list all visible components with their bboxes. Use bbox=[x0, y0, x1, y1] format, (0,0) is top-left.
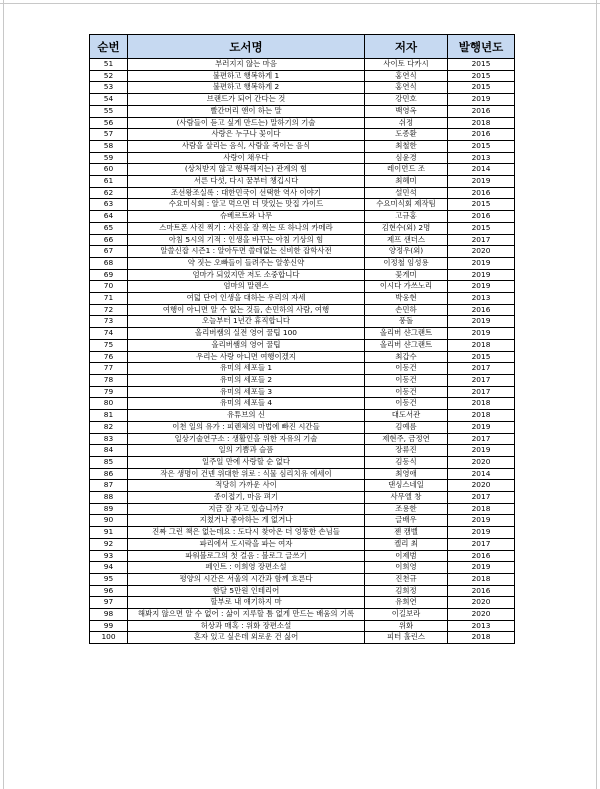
table-row bbox=[90, 585, 515, 597]
cell-number: 53 bbox=[90, 82, 128, 94]
cell-author: 진천규 bbox=[365, 573, 448, 585]
cell-number: 51 bbox=[90, 59, 128, 71]
table-row bbox=[90, 527, 515, 539]
cell-author: 최영애 bbox=[365, 468, 448, 480]
table-row bbox=[90, 538, 515, 550]
cell-author: 강민호 bbox=[365, 94, 448, 106]
cell-title: 서른 다섯, 다시 꿈부터 챙깁시다 bbox=[128, 176, 365, 188]
table-row bbox=[90, 562, 515, 574]
cell-author: 홍연식 bbox=[365, 82, 448, 94]
cell-year: 2015 bbox=[448, 70, 515, 82]
cell-year: 2020 bbox=[448, 480, 515, 492]
cell-author: 양정우(외) bbox=[365, 246, 448, 258]
cell-title: 불편하고 행복하게 2 bbox=[128, 82, 365, 94]
cell-year: 2017 bbox=[448, 386, 515, 398]
table-row bbox=[90, 503, 515, 515]
cell-year: 2015 bbox=[448, 140, 515, 152]
cell-year: 2020 bbox=[448, 597, 515, 609]
cell-number: 76 bbox=[90, 351, 128, 363]
cell-author: 이동건 bbox=[365, 374, 448, 386]
table-row bbox=[90, 456, 515, 468]
cell-title: 지쳤거나 좋아하는 게 없거나 bbox=[128, 515, 365, 527]
cell-author: 댄싱스네일 bbox=[365, 480, 448, 492]
cell-year: 2018 bbox=[448, 573, 515, 585]
cell-author: 손민하 bbox=[365, 304, 448, 316]
cell-author: 이정철 임성용 bbox=[365, 257, 448, 269]
cell-title: 작은 생명이 건넨 위대한 위로 : 식물 심리치유 에세이 bbox=[128, 468, 365, 480]
cell-number: 70 bbox=[90, 281, 128, 293]
page-border-left bbox=[3, 0, 4, 789]
cell-number: 71 bbox=[90, 293, 128, 305]
cell-title: 아침 5시의 기적 : 인생을 바꾸는 아침 기상의 힘 bbox=[128, 234, 365, 246]
table-row bbox=[90, 609, 515, 621]
cell-title: 여행이 아니면 알 수 없는 것들, 손민하의 사람, 여행 bbox=[128, 304, 365, 316]
cell-author: 풍돌 bbox=[365, 316, 448, 328]
cell-title: 부러지지 않는 마음 bbox=[128, 59, 365, 71]
cell-author: 최혜미 bbox=[365, 176, 448, 188]
table-row bbox=[90, 105, 515, 117]
table-row bbox=[90, 363, 515, 375]
cell-title: 해봐지 않으면 알 수 없어 : 삶이 지루할 틈 없게 만드는 배움의 기록 bbox=[128, 609, 365, 621]
cell-title: 유미의 세포들 4 bbox=[128, 398, 365, 410]
cell-title: 이천 일의 유가 : 피렌체의 마법에 빠진 시간들 bbox=[128, 421, 365, 433]
cell-title: 조선왕조실록 : 대한민국이 선택한 역사 이야기 bbox=[128, 187, 365, 199]
cell-author: 고규홍 bbox=[365, 211, 448, 223]
cell-author: 장류진 bbox=[365, 445, 448, 457]
cell-author: 피터 홀린스 bbox=[365, 632, 448, 644]
table-row bbox=[90, 433, 515, 445]
cell-year: 2019 bbox=[448, 281, 515, 293]
table-row bbox=[90, 222, 515, 234]
cell-year: 2014 bbox=[448, 164, 515, 176]
table-row bbox=[90, 164, 515, 176]
cell-number: 97 bbox=[90, 597, 128, 609]
table-row bbox=[90, 468, 515, 480]
cell-author: 이동건 bbox=[365, 398, 448, 410]
cell-number: 85 bbox=[90, 456, 128, 468]
table-row bbox=[90, 234, 515, 246]
table-row bbox=[90, 293, 515, 305]
cell-number: 98 bbox=[90, 609, 128, 621]
cell-number: 99 bbox=[90, 620, 128, 632]
cell-number: 65 bbox=[90, 222, 128, 234]
cell-author: 김예름 bbox=[365, 421, 448, 433]
cell-title: 일주일 만에 사랑할 순 없다 bbox=[128, 456, 365, 468]
cell-year: 2017 bbox=[448, 538, 515, 550]
cell-author: 글배우 bbox=[365, 515, 448, 527]
table-row bbox=[90, 445, 515, 457]
cell-year: 2017 bbox=[448, 363, 515, 375]
cell-year: 2018 bbox=[448, 410, 515, 422]
header-year: 발행년도 bbox=[448, 35, 515, 59]
table-row bbox=[90, 550, 515, 562]
header-number: 순번 bbox=[90, 35, 128, 59]
cell-year: 2019 bbox=[448, 94, 515, 106]
table-row bbox=[90, 82, 515, 94]
cell-author: 레이먼드 조 bbox=[365, 164, 448, 176]
cell-year: 2013 bbox=[448, 152, 515, 164]
table-row bbox=[90, 386, 515, 398]
cell-year: 2015 bbox=[448, 59, 515, 71]
cell-title: 평양의 시간은 서울의 시간과 함께 흐른다 bbox=[128, 573, 365, 585]
cell-author: 도종환 bbox=[365, 129, 448, 141]
cell-author: 제프 샌더스 bbox=[365, 234, 448, 246]
table-row bbox=[90, 398, 515, 410]
cell-number: 83 bbox=[90, 433, 128, 445]
cell-title: 오늘부터 1년간 휴직합니다 bbox=[128, 316, 365, 328]
cell-title: 사람을 살리는 음식, 사람을 죽이는 음식 bbox=[128, 140, 365, 152]
table-row bbox=[90, 351, 515, 363]
cell-title: 사랑은 누구나 꽃이다 bbox=[128, 129, 365, 141]
cell-author: 이동건 bbox=[365, 386, 448, 398]
cell-author: 박웅현 bbox=[365, 293, 448, 305]
cell-number: 81 bbox=[90, 410, 128, 422]
cell-number: 96 bbox=[90, 585, 128, 597]
cell-author: 제현주, 금정연 bbox=[365, 433, 448, 445]
cell-number: 77 bbox=[90, 363, 128, 375]
cell-year: 2018 bbox=[448, 632, 515, 644]
header-author: 저자 bbox=[365, 35, 448, 59]
cell-year: 2016 bbox=[448, 585, 515, 597]
table-row bbox=[90, 152, 515, 164]
cell-author: 사이토 다카시 bbox=[365, 59, 448, 71]
cell-number: 66 bbox=[90, 234, 128, 246]
page-border-top bbox=[0, 3, 600, 4]
cell-number: 54 bbox=[90, 94, 128, 106]
table-row bbox=[90, 199, 515, 211]
cell-author: 김희정 bbox=[365, 585, 448, 597]
cell-number: 93 bbox=[90, 550, 128, 562]
cell-title: 할부로 내 얘기하지 마 bbox=[128, 597, 365, 609]
cell-author: 백영옥 bbox=[365, 105, 448, 117]
cell-year: 2015 bbox=[448, 199, 515, 211]
cell-author: 올리버 샨그랜트 bbox=[365, 328, 448, 340]
cell-number: 90 bbox=[90, 515, 128, 527]
table-row bbox=[90, 492, 515, 504]
cell-title: 허상과 매혹 : 위화 장편소설 bbox=[128, 620, 365, 632]
cell-title: 파워블로그의 첫 걸음 : 블로그 글쓰기 bbox=[128, 550, 365, 562]
cell-number: 55 bbox=[90, 105, 128, 117]
book-list-table bbox=[89, 34, 515, 644]
cell-number: 52 bbox=[90, 70, 128, 82]
table-row bbox=[90, 632, 515, 644]
cell-title: 올리버쌤의 영어 꿀팁 bbox=[128, 339, 365, 351]
cell-title: (사람들이 듣고 싶게 만드는) 말하기의 기술 bbox=[128, 117, 365, 129]
cell-number: 64 bbox=[90, 211, 128, 223]
cell-title: 불편하고 행복하게 1 bbox=[128, 70, 365, 82]
cell-year: 2019 bbox=[448, 445, 515, 457]
cell-number: 79 bbox=[90, 386, 128, 398]
table-row bbox=[90, 129, 515, 141]
cell-number: 100 bbox=[90, 632, 128, 644]
cell-number: 78 bbox=[90, 374, 128, 386]
table-row bbox=[90, 304, 515, 316]
cell-title: 사랑이 채우다 bbox=[128, 152, 365, 164]
table-row bbox=[90, 573, 515, 585]
cell-title: 일의 기쁨과 슬픔 bbox=[128, 445, 365, 457]
cell-number: 63 bbox=[90, 199, 128, 211]
cell-author: 이동건 bbox=[365, 363, 448, 375]
cell-number: 61 bbox=[90, 176, 128, 188]
cell-author: 조용한 bbox=[365, 503, 448, 515]
cell-number: 62 bbox=[90, 187, 128, 199]
cell-author: 이시다 가쓰노리 bbox=[365, 281, 448, 293]
cell-title: 슈베르트와 나무 bbox=[128, 211, 365, 223]
cell-number: 56 bbox=[90, 117, 128, 129]
cell-year: 2019 bbox=[448, 515, 515, 527]
cell-title: 수요미식회 : 알고 먹으면 더 맛있는 맛집 가이드 bbox=[128, 199, 365, 211]
cell-year: 2019 bbox=[448, 328, 515, 340]
cell-title: 진짜 그런 책은 없는데요 : 도다시 찾아온 더 엉뚱한 손님들 bbox=[128, 527, 365, 539]
table-row bbox=[90, 140, 515, 152]
table-row bbox=[90, 246, 515, 258]
cell-title: 엄마의 말렌스 bbox=[128, 281, 365, 293]
cell-title: 유미의 세포들 3 bbox=[128, 386, 365, 398]
cell-author: 이길보라 bbox=[365, 609, 448, 621]
cell-author: 최철한 bbox=[365, 140, 448, 152]
cell-year: 2019 bbox=[448, 316, 515, 328]
cell-author: 유희연 bbox=[365, 597, 448, 609]
cell-title: (상처받지 않고 행복해지는) 관계의 힘 bbox=[128, 164, 365, 176]
cell-title: 일상기술연구소 : 생활인을 위한 자유의 기술 bbox=[128, 433, 365, 445]
cell-year: 2020 bbox=[448, 609, 515, 621]
table-row bbox=[90, 269, 515, 281]
cell-number: 91 bbox=[90, 527, 128, 539]
cell-year: 2013 bbox=[448, 620, 515, 632]
cell-year: 2017 bbox=[448, 492, 515, 504]
cell-title: 유미의 세포들 1 bbox=[128, 363, 365, 375]
cell-year: 2019 bbox=[448, 421, 515, 433]
table-row bbox=[90, 515, 515, 527]
cell-number: 95 bbox=[90, 573, 128, 585]
cell-number: 74 bbox=[90, 328, 128, 340]
cell-year: 2019 bbox=[448, 562, 515, 574]
table-row bbox=[90, 187, 515, 199]
cell-year: 2018 bbox=[448, 398, 515, 410]
cell-author: 설민석 bbox=[365, 187, 448, 199]
cell-title: 유튜브의 신 bbox=[128, 410, 365, 422]
cell-year: 2019 bbox=[448, 176, 515, 188]
cell-number: 73 bbox=[90, 316, 128, 328]
cell-number: 86 bbox=[90, 468, 128, 480]
cell-year: 2018 bbox=[448, 117, 515, 129]
cell-author: 젠 캠벨 bbox=[365, 527, 448, 539]
table-row bbox=[90, 176, 515, 188]
cell-title: 종이접기, 마음 펴기 bbox=[128, 492, 365, 504]
cell-number: 80 bbox=[90, 398, 128, 410]
cell-year: 2018 bbox=[448, 339, 515, 351]
table-row bbox=[90, 59, 515, 71]
cell-number: 68 bbox=[90, 257, 128, 269]
cell-number: 82 bbox=[90, 421, 128, 433]
cell-year: 2016 bbox=[448, 550, 515, 562]
cell-title: 혼자 있고 싶은데 외로운 건 싫어 bbox=[128, 632, 365, 644]
cell-title: 한달 5만원 인테리어 bbox=[128, 585, 365, 597]
cell-number: 58 bbox=[90, 140, 128, 152]
cell-title: 여덟 단어 인생을 대하는 우리의 자세 bbox=[128, 293, 365, 305]
cell-title: 엄마가 되었지만 저도 소중합니다 bbox=[128, 269, 365, 281]
table-row bbox=[90, 316, 515, 328]
cell-title: 알쓸신잡 시즌1 : 알아두면 쓸데없는 신비한 잡학사전 bbox=[128, 246, 365, 258]
cell-title: 페인트 : 이희영 장편소설 bbox=[128, 562, 365, 574]
cell-year: 2015 bbox=[448, 222, 515, 234]
cell-author: 이희영 bbox=[365, 562, 448, 574]
cell-number: 72 bbox=[90, 304, 128, 316]
cell-author: 대도서관 bbox=[365, 410, 448, 422]
cell-year: 2015 bbox=[448, 82, 515, 94]
cell-number: 60 bbox=[90, 164, 128, 176]
cell-year: 2015 bbox=[448, 351, 515, 363]
table-row bbox=[90, 597, 515, 609]
cell-number: 89 bbox=[90, 503, 128, 515]
cell-title: 우리는 사랑 아니면 여행이겠지 bbox=[128, 351, 365, 363]
cell-title: 스마트폰 사진 찍기 : 사진을 잘 찍는 또 하나의 카메라 bbox=[128, 222, 365, 234]
cell-year: 2016 bbox=[448, 304, 515, 316]
cell-year: 2019 bbox=[448, 257, 515, 269]
cell-author: 쉬정 bbox=[365, 117, 448, 129]
table-row bbox=[90, 117, 515, 129]
table-row bbox=[90, 94, 515, 106]
cell-title: 파리에서 도시락을 파는 여자 bbox=[128, 538, 365, 550]
table-body bbox=[90, 59, 515, 644]
header-title: 도서명 bbox=[128, 35, 365, 59]
cell-number: 94 bbox=[90, 562, 128, 574]
cell-author: 이제범 bbox=[365, 550, 448, 562]
table-row bbox=[90, 281, 515, 293]
cell-year: 2017 bbox=[448, 433, 515, 445]
cell-title: 유미의 세포들 2 bbox=[128, 374, 365, 386]
cell-year: 2016 bbox=[448, 105, 515, 117]
table-row bbox=[90, 328, 515, 340]
cell-title: 올리버쌤의 실전 영어 꿀팁 100 bbox=[128, 328, 365, 340]
table-row bbox=[90, 421, 515, 433]
cell-year: 2013 bbox=[448, 293, 515, 305]
table-row bbox=[90, 339, 515, 351]
header-row bbox=[90, 35, 515, 59]
cell-number: 88 bbox=[90, 492, 128, 504]
cell-number: 92 bbox=[90, 538, 128, 550]
cell-number: 87 bbox=[90, 480, 128, 492]
cell-number: 57 bbox=[90, 129, 128, 141]
cell-year: 2018 bbox=[448, 503, 515, 515]
cell-year: 2016 bbox=[448, 129, 515, 141]
table-row bbox=[90, 374, 515, 386]
cell-year: 2019 bbox=[448, 527, 515, 539]
cell-author: 최갑수 bbox=[365, 351, 448, 363]
cell-year: 2017 bbox=[448, 234, 515, 246]
page-border-right bbox=[596, 0, 597, 789]
cell-author: 꽃게미 bbox=[365, 269, 448, 281]
cell-number: 69 bbox=[90, 269, 128, 281]
cell-year: 2014 bbox=[448, 468, 515, 480]
table-row bbox=[90, 70, 515, 82]
cell-author: 켈리 최 bbox=[365, 538, 448, 550]
cell-author: 김동식 bbox=[365, 456, 448, 468]
cell-title: 적당히 가까운 사이 bbox=[128, 480, 365, 492]
cell-number: 75 bbox=[90, 339, 128, 351]
cell-year: 2020 bbox=[448, 246, 515, 258]
cell-title: 약 짓는 오빠들이 들려주는 알쏭신약 bbox=[128, 257, 365, 269]
table-row bbox=[90, 620, 515, 632]
cell-author: 홍연식 bbox=[365, 70, 448, 82]
cell-title: 브랜드가 되어 간다는 것 bbox=[128, 94, 365, 106]
table-row bbox=[90, 211, 515, 223]
cell-year: 2017 bbox=[448, 374, 515, 386]
cell-author: 수요미식회 제작팀 bbox=[365, 199, 448, 211]
cell-title: 지금 잘 자고 있습니까? bbox=[128, 503, 365, 515]
cell-number: 59 bbox=[90, 152, 128, 164]
cell-number: 84 bbox=[90, 445, 128, 457]
cell-title: 빨간머리 앤이 하는 말 bbox=[128, 105, 365, 117]
table-row bbox=[90, 480, 515, 492]
cell-number: 67 bbox=[90, 246, 128, 258]
cell-author: 올리버 샨그랜트 bbox=[365, 339, 448, 351]
table-row bbox=[90, 257, 515, 269]
table-row bbox=[90, 410, 515, 422]
cell-author: 위화 bbox=[365, 620, 448, 632]
cell-author: 김현수(외) 2명 bbox=[365, 222, 448, 234]
cell-year: 2016 bbox=[448, 211, 515, 223]
cell-author: 사무엘 창 bbox=[365, 492, 448, 504]
cell-author: 심윤경 bbox=[365, 152, 448, 164]
cell-year: 2020 bbox=[448, 456, 515, 468]
cell-year: 2019 bbox=[448, 269, 515, 281]
cell-year: 2016 bbox=[448, 187, 515, 199]
